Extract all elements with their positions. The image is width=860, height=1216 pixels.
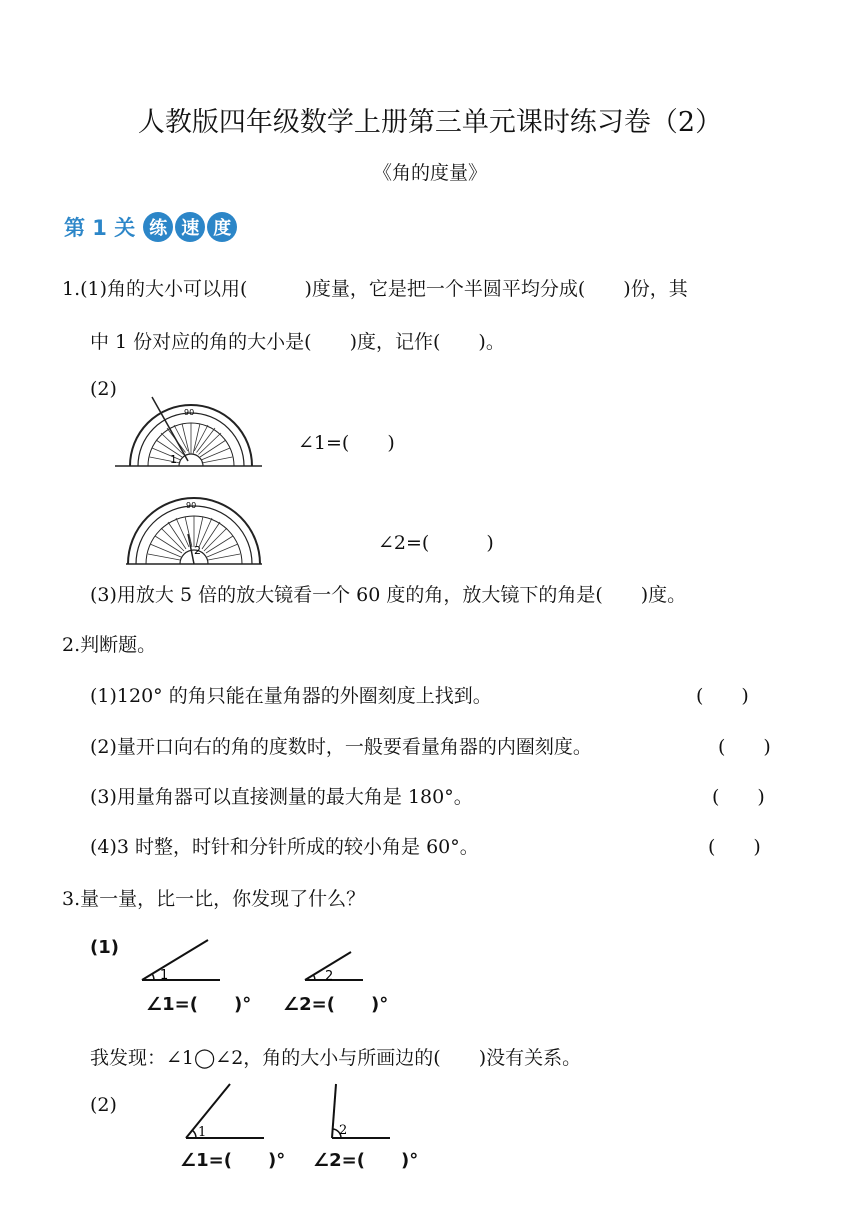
q1-angle1-answer: ∠1=( )	[298, 432, 395, 454]
q3-title: 3.量一量，比一比，你发现了什么？	[62, 888, 366, 910]
q2-item-3-text: (3)用量角器可以直接测量的最大角是 180°。	[90, 786, 473, 808]
q3-fig2-caption1: ∠1=( )°	[180, 1150, 286, 1171]
q3-fig2-tag1: 1	[198, 1125, 207, 1140]
q3-fig1-caption1: ∠1=( )°	[146, 994, 252, 1015]
q2-item-4-paren: ( )	[708, 836, 761, 858]
section-level: 第 1 关	[64, 216, 136, 240]
section-char-2: 速	[175, 212, 205, 242]
q1-line2: 中 1 份对应的角的大小是( )度，记作( )。	[90, 331, 505, 353]
q3-fig1-tag1: 1	[160, 968, 169, 983]
q3-fig1-tag2: 2	[325, 969, 334, 984]
section-char-1: 练	[143, 212, 173, 242]
q3-finding: 我发现：∠1◯∠2，角的大小与所画边的( )没有关系。	[90, 1047, 582, 1069]
q2-item-2-text: (2)量开口向右的角的度数时，一般要看量角器的内圈刻度。	[90, 736, 592, 758]
q1-part3: (3)用放大 5 倍的放大镜看一个 60 度的角，放大镜下的角是( )度。	[90, 584, 687, 606]
q1-angle2-answer: ∠2=( )	[378, 532, 494, 554]
protractor-2-angle-tag: 2	[194, 544, 201, 557]
protractor-1-figure	[110, 395, 270, 475]
page-subtitle: 《角的度量》	[372, 162, 487, 184]
q2-item-1-paren: ( )	[696, 685, 749, 707]
q2-item-1-text: (1)120° 的角只能在量角器的外圈刻度上找到。	[90, 685, 492, 707]
q3-fig1-angle1	[140, 938, 230, 986]
q3-fig2-angle1	[182, 1082, 272, 1142]
q2-item-4-text: (4)3 时整，时针和分针所成的较小角是 60°。	[90, 836, 479, 858]
q3-fig2-label: (2)	[90, 1094, 117, 1116]
section-badge	[64, 210, 239, 244]
q2-title: 2.判断题。	[62, 634, 157, 656]
protractor-1-mark: 90	[184, 408, 195, 417]
q3-fig2-tag2: 2	[339, 1123, 348, 1138]
protractor-2-mark: 90	[186, 501, 197, 510]
protractor-2-figure	[116, 490, 276, 570]
q2-item-2-paren: ( )	[718, 736, 771, 758]
q3-fig1-angle2	[303, 950, 373, 986]
page-title: 人教版四年级数学上册第三单元课时练习卷（2）	[137, 107, 723, 138]
protractor-1-angle-tag: 1	[170, 453, 177, 466]
section-char-3: 度	[207, 212, 237, 242]
q2-item-3-paren: ( )	[712, 786, 765, 808]
q3-fig1-caption2: ∠2=( )°	[283, 994, 389, 1015]
q3-fig2-angle2	[326, 1082, 396, 1142]
q3-fig2-caption2: ∠2=( )°	[313, 1150, 419, 1171]
q3-fig1-label: (1)	[90, 937, 119, 958]
q1-line1: 1.(1)角的大小可以用( )度量，它是把一个半圆平均分成( )份，其	[62, 278, 688, 300]
q1-part2-label: (2)	[90, 378, 117, 400]
